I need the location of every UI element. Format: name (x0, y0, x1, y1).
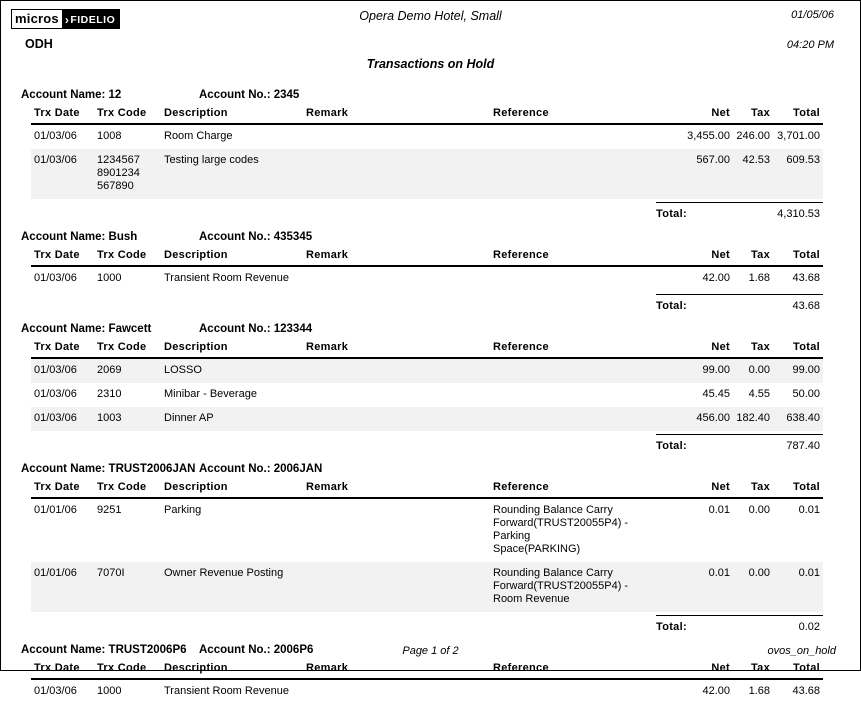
header-trx-date: Trx Date (34, 341, 80, 353)
property-code: ODH (25, 37, 53, 51)
cell-total: 609.53 (786, 154, 820, 166)
cell-net: 99.00 (702, 364, 730, 376)
account-name: Account Name: 12 (21, 89, 122, 101)
header-reference: Reference (493, 107, 549, 119)
cell-net: 0.01 (708, 567, 730, 579)
header-description: Description (164, 249, 228, 261)
header-reference: Reference (493, 341, 549, 353)
header-total: Total (793, 341, 820, 353)
cell-trx-code-line: 1008 (97, 130, 122, 142)
header-trx-date: Trx Date (34, 107, 80, 119)
account-number: Account No.: 123344 (199, 323, 313, 335)
section-total-value: 4,310.53 (777, 208, 820, 220)
header-description: Description (164, 341, 228, 353)
cell-trx-date: 01/01/06 (34, 567, 77, 579)
cell-tax: 246.00 (736, 130, 770, 142)
fidelio-logo-label: FIDELIO (70, 13, 116, 26)
cell-trx-code-line: 1234567 (97, 154, 140, 166)
transactions-table (31, 660, 823, 704)
header-tax: Tax (750, 662, 770, 674)
cell-trx-date: 01/03/06 (34, 364, 77, 376)
cell-trx-code-line: 2310 (97, 388, 122, 400)
cell-net: 3,455.00 (687, 130, 730, 142)
cell-description: Dinner AP (164, 412, 214, 424)
account-header (1, 323, 860, 339)
cell-reference-line: Rounding Balance Carry (493, 567, 613, 579)
transactions-table (31, 247, 823, 314)
logo-arrow-icon: › (64, 12, 70, 27)
report-footer (1, 645, 860, 660)
table-header-row (31, 479, 823, 499)
cell-trx-code (97, 504, 164, 517)
header-tax: Tax (750, 341, 770, 353)
header-remark: Remark (306, 107, 349, 119)
header-net: Net (711, 481, 730, 493)
cell-description: Minibar - Beverage (164, 388, 257, 400)
report-date: 01/05/06 (791, 9, 834, 21)
header-remark: Remark (306, 481, 349, 493)
section-total-row (656, 202, 823, 222)
section-total-row (656, 294, 823, 314)
cell-trx-date: 01/03/06 (34, 272, 77, 284)
cell-reference-line: Space(PARKING) (493, 543, 581, 555)
cell-trx-date: 01/01/06 (34, 504, 77, 516)
header-net: Net (711, 341, 730, 353)
header-tax: Tax (750, 249, 770, 261)
section-total-value: 0.02 (798, 621, 820, 633)
cell-total: 0.01 (798, 567, 820, 579)
header-total: Total (793, 249, 820, 261)
cell-trx-code (97, 130, 164, 143)
account-number: Account No.: 2006JAN (199, 463, 323, 475)
header-remark: Remark (306, 341, 349, 353)
cell-trx-code-line: 1000 (97, 685, 122, 697)
account-name: Account Name: Fawcett (21, 323, 152, 335)
report-file-name: ovos_on_hold (767, 645, 836, 657)
cell-trx-date: 01/03/06 (34, 154, 77, 166)
cell-tax: 0.00 (748, 504, 770, 516)
table-row (31, 680, 823, 704)
table-row (31, 359, 823, 383)
transactions-table (31, 105, 823, 222)
cell-net: 42.00 (702, 272, 730, 284)
cell-trx-code-line: 7070I (97, 567, 125, 579)
account-name: Account Name: Bush (21, 231, 138, 243)
cell-trx-date: 01/03/06 (34, 130, 77, 142)
account-header (1, 463, 860, 479)
header-total: Total (793, 662, 820, 674)
cell-description: Testing large codes (164, 154, 259, 166)
cell-tax: 42.53 (742, 154, 770, 166)
header-trx-date: Trx Date (34, 662, 80, 674)
header-description: Description (164, 662, 228, 674)
cell-description: Transient Room Revenue (164, 685, 289, 697)
cell-net: 456.00 (696, 412, 730, 424)
header-tax: Tax (750, 481, 770, 493)
header-trx-code: Trx Code (97, 662, 147, 674)
cell-total: 0.01 (798, 504, 820, 516)
cell-trx-code (97, 154, 164, 193)
header-trx-date: Trx Date (34, 481, 80, 493)
section-total-label: Total: (656, 208, 687, 220)
cell-trx-code-line: 8901234 (97, 167, 140, 179)
cell-trx-date: 01/03/06 (34, 388, 77, 400)
cell-tax: 1.68 (748, 272, 770, 284)
cell-total: 50.00 (792, 388, 820, 400)
cell-net: 0.01 (708, 504, 730, 516)
header-total: Total (793, 481, 820, 493)
table-row (31, 383, 823, 407)
cell-trx-code-line: 1000 (97, 272, 122, 284)
table-header-row (31, 247, 823, 267)
account-number: Account No.: 435345 (199, 231, 313, 243)
header-net: Net (711, 249, 730, 261)
cell-reference-line: Rounding Balance Carry (493, 504, 613, 516)
account-section (1, 89, 860, 222)
header-remark: Remark (306, 249, 349, 261)
header-net: Net (711, 662, 730, 674)
header-reference: Reference (493, 662, 549, 674)
account-section (1, 463, 860, 635)
cell-tax: 1.68 (748, 685, 770, 697)
account-header (1, 89, 860, 105)
header-total: Total (793, 107, 820, 119)
cell-trx-code-line: 9251 (97, 504, 122, 516)
header-net: Net (711, 107, 730, 119)
cell-trx-date: 01/03/06 (34, 685, 77, 697)
hotel-name: Opera Demo Hotel, Small (359, 9, 502, 23)
transactions-table (31, 479, 823, 635)
table-row (31, 125, 823, 149)
account-number: Account No.: 2006P6 (199, 644, 314, 656)
cell-total: 3,701.00 (777, 130, 820, 142)
section-total-value: 43.68 (792, 300, 820, 312)
table-header-row (31, 105, 823, 125)
section-total-value: 787.40 (786, 440, 820, 452)
cell-trx-code (97, 567, 164, 580)
cell-trx-code (97, 388, 164, 401)
account-section (1, 231, 860, 314)
header-trx-code: Trx Code (97, 481, 147, 493)
table-row (31, 562, 823, 612)
cell-description: Transient Room Revenue (164, 272, 289, 284)
cell-trx-code (97, 364, 164, 377)
section-total-label: Total: (656, 621, 687, 633)
header-description: Description (164, 481, 228, 493)
cell-tax: 182.40 (736, 412, 770, 424)
header-remark: Remark (306, 662, 349, 674)
header-reference: Reference (493, 249, 549, 261)
cell-net: 567.00 (696, 154, 730, 166)
cell-trx-date: 01/03/06 (34, 412, 77, 424)
header-trx-date: Trx Date (34, 249, 80, 261)
cell-description: LOSSO (164, 364, 202, 376)
table-header-row (31, 339, 823, 359)
account-header (1, 231, 860, 247)
cell-trx-code-line: 1003 (97, 412, 122, 424)
header-trx-code: Trx Code (97, 107, 147, 119)
section-total-row (656, 615, 823, 635)
report-header (1, 1, 860, 89)
header-tax: Tax (750, 107, 770, 119)
table-row (31, 499, 823, 562)
cell-description: Parking (164, 504, 202, 516)
header-description: Description (164, 107, 228, 119)
cell-tax: 4.55 (748, 388, 770, 400)
cell-net: 42.00 (702, 685, 730, 697)
cell-total: 43.68 (792, 685, 820, 697)
account-name: Account Name: TRUST2006P6 (21, 644, 187, 656)
sections (1, 89, 860, 704)
cell-reference (493, 567, 653, 606)
header-trx-code: Trx Code (97, 249, 147, 261)
section-total-label: Total: (656, 300, 687, 312)
cell-total: 43.68 (792, 272, 820, 284)
table-row (31, 407, 823, 431)
account-name: Account Name: TRUST2006JAN (21, 463, 196, 475)
cell-reference-line: Forward(TRUST20055P4) - Room Revenue (493, 580, 629, 605)
cell-reference (493, 504, 653, 556)
cell-trx-code-line: 2069 (97, 364, 122, 376)
cell-reference-line: Forward(TRUST20055P4) - Parking (493, 517, 629, 542)
cell-total: 638.40 (786, 412, 820, 424)
account-number: Account No.: 2345 (199, 89, 300, 101)
cell-trx-code (97, 272, 164, 285)
table-row (31, 149, 823, 199)
cell-trx-code (97, 412, 164, 425)
cell-trx-code (97, 685, 164, 698)
table-header-row (31, 660, 823, 680)
header-reference: Reference (493, 481, 549, 493)
report-time: 04:20 PM (786, 39, 834, 51)
cell-net: 45.45 (702, 388, 730, 400)
cell-total: 99.00 (792, 364, 820, 376)
cell-tax: 0.00 (748, 567, 770, 579)
page-number: Page 1 of 2 (402, 645, 459, 657)
cell-trx-code-line: 567890 (97, 180, 134, 192)
cell-description: Room Charge (164, 130, 233, 142)
report-title: Transactions on Hold (366, 57, 495, 71)
section-total-row (656, 434, 823, 454)
section-total-label: Total: (656, 440, 687, 452)
cell-tax: 0.00 (748, 364, 770, 376)
table-row (31, 267, 823, 291)
cell-description: Owner Revenue Posting (164, 567, 284, 579)
header-trx-code: Trx Code (97, 341, 147, 353)
account-section (1, 323, 860, 454)
transactions-table (31, 339, 823, 454)
micros-logo-text: micros (11, 9, 63, 29)
